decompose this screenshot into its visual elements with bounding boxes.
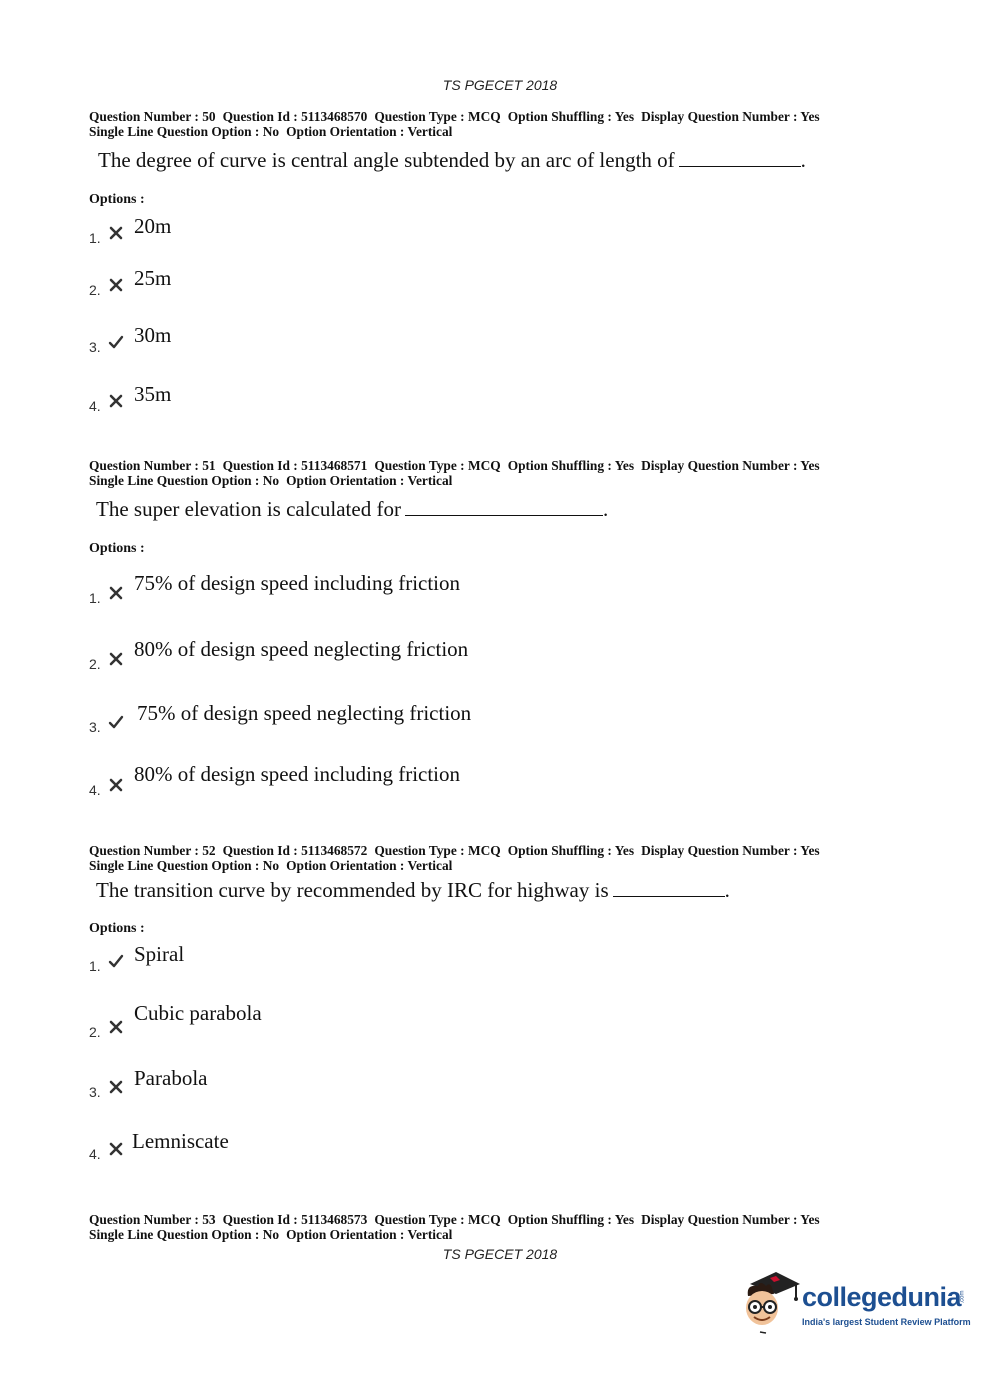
question-meta — [89, 459, 909, 488]
meta-type: Question Type : MCQ — [374, 843, 501, 858]
option-number: 2. — [89, 1024, 101, 1040]
meta-type: Question Type : MCQ — [374, 109, 501, 124]
cross-icon — [108, 651, 124, 667]
option-text: 80% of design speed including friction — [134, 762, 461, 786]
question-text-content: The super elevation is calculated for — [96, 497, 401, 521]
meta-single-line: Single Line Question Option : No — [89, 123, 280, 139]
cross-icon — [108, 225, 124, 241]
logo-brand: collegedunia — [802, 1282, 962, 1312]
option-number: 2. — [89, 282, 101, 298]
option-number: 3. — [89, 719, 101, 735]
options-label: Options : — [89, 541, 145, 556]
option-text: Lemniscate — [132, 1129, 229, 1153]
option-text: Cubic parabola — [134, 1001, 262, 1025]
option-text: 75% of design speed neglecting friction — [137, 701, 472, 725]
meta-display: Display Question Number : Yes — [641, 458, 820, 473]
option-text: Parabola — [134, 1066, 208, 1090]
option-number: 1. — [89, 958, 101, 974]
cross-icon — [108, 277, 124, 293]
answer-blank — [613, 880, 725, 897]
question-meta — [89, 1213, 909, 1242]
logo-tagline: India's largest Student Review Platform — [802, 1317, 971, 1327]
cross-icon — [108, 393, 124, 409]
meta-orientation: Option Orientation : Vertical — [286, 1226, 453, 1242]
page-footer: TS PGECET 2018 — [442, 1246, 558, 1262]
answer-blank — [679, 150, 801, 167]
question-text-content: The transition curve by recommended by IRC for highway is — [96, 878, 609, 902]
meta-id: Question Id : 5113468573 — [222, 1212, 368, 1227]
meta-single-line: Single Line Question Option : No — [89, 1226, 280, 1242]
cross-icon — [108, 777, 124, 793]
question-meta — [89, 110, 909, 139]
option-number: 4. — [89, 398, 101, 414]
option-text: 25m — [134, 266, 172, 290]
option-text: 20m — [134, 214, 172, 238]
meta-shuffling: Option Shuffling : Yes — [507, 109, 635, 124]
meta-orientation: Option Orientation : Vertical — [286, 472, 453, 488]
option-text: 75% of design speed including friction — [134, 571, 461, 595]
meta-number: Question Number : 50 — [89, 109, 216, 124]
options-label: Options : — [89, 921, 145, 936]
option-text: Spiral — [134, 942, 185, 966]
meta-type: Question Type : MCQ — [374, 1212, 501, 1227]
cross-icon — [108, 1141, 124, 1157]
cross-icon — [108, 1019, 124, 1035]
option-number: 3. — [89, 1084, 101, 1100]
question-text: The transition curve by recommended by IRC for highway is . — [96, 878, 730, 902]
collegedunia-logo — [740, 1270, 970, 1340]
mascot-icon — [740, 1270, 802, 1338]
meta-shuffling: Option Shuffling : Yes — [507, 458, 635, 473]
option-number: 3. — [89, 339, 101, 355]
option-number: 4. — [89, 1146, 101, 1162]
cross-icon — [108, 1079, 124, 1095]
option-number: 1. — [89, 590, 101, 606]
meta-id: Question Id : 5113468570 — [222, 109, 368, 124]
check-icon — [108, 334, 124, 350]
meta-single-line: Single Line Question Option : No — [89, 857, 280, 873]
options-label: Options : — [89, 192, 145, 207]
meta-shuffling: Option Shuffling : Yes — [507, 843, 635, 858]
meta-orientation: Option Orientation : Vertical — [286, 857, 453, 873]
meta-number: Question Number : 51 — [89, 458, 216, 473]
meta-id: Question Id : 5113468571 — [222, 458, 368, 473]
option-number: 4. — [89, 782, 101, 798]
page-header: TS PGECET 2018 — [442, 77, 558, 93]
option-text: 30m — [134, 323, 172, 347]
answer-blank — [405, 499, 603, 516]
question-text-content: The degree of curve is central angle subtended by an arc of length of — [98, 148, 675, 172]
option-number: 1. — [89, 230, 101, 246]
meta-display: Display Question Number : Yes — [641, 109, 820, 124]
meta-number: Question Number : 52 — [89, 843, 216, 858]
cross-icon — [108, 585, 124, 601]
meta-type: Question Type : MCQ — [374, 458, 501, 473]
meta-display: Display Question Number : Yes — [641, 843, 820, 858]
question-text: The degree of curve is central angle subtended by an arc of length of . — [98, 148, 806, 172]
question-meta — [89, 844, 909, 873]
meta-orientation: Option Orientation : Vertical — [286, 123, 453, 139]
meta-id: Question Id : 5113468572 — [222, 843, 368, 858]
option-text: 35m — [134, 382, 172, 406]
option-text: 80% of design speed neglecting friction — [134, 637, 469, 661]
check-icon — [108, 714, 124, 730]
logo-suffix: .com — [959, 1290, 966, 1304]
meta-single-line: Single Line Question Option : No — [89, 472, 280, 488]
question-text: The super elevation is calculated for . — [96, 497, 609, 521]
meta-number: Question Number : 53 — [89, 1212, 216, 1227]
check-icon — [108, 953, 124, 969]
meta-display: Display Question Number : Yes — [641, 1212, 820, 1227]
option-number: 2. — [89, 656, 101, 672]
meta-shuffling: Option Shuffling : Yes — [507, 1212, 635, 1227]
